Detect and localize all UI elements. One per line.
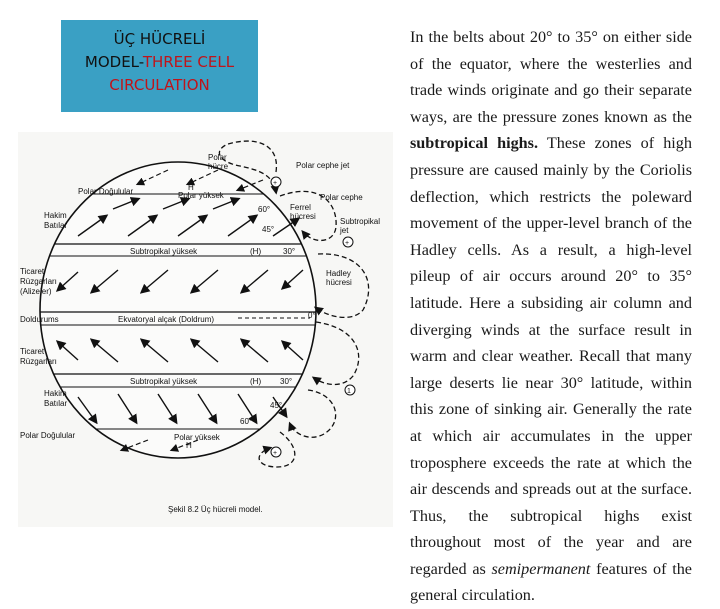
- paragraph-part-1: In the belts about 20° to 35° on either side of the equator, where the westerlies and trade winds originate and go their separate ways, are the pressure zones known as the: [410, 28, 692, 126]
- svg-text:+: +: [273, 450, 278, 457]
- label-polar-yuksek-bot: Polar yüksek: [174, 433, 220, 442]
- label-h-bot: H: [186, 441, 192, 450]
- title-line-1: ÜÇ HÜCRELİ: [113, 30, 206, 48]
- label-lat45-bot: 45°: [270, 401, 283, 410]
- label-alizeler: (Alizeler): [20, 287, 52, 296]
- label-h-paren-bot: (H): [250, 377, 262, 386]
- label-ferrel-hucresi: hücresi: [290, 212, 316, 221]
- svg-text:+: +: [345, 240, 350, 247]
- label-hadley-hucresi: hücresi: [326, 278, 352, 287]
- label-lat45-top: 45°: [262, 225, 275, 234]
- label-batilar-bot: Batılar: [44, 399, 68, 408]
- label-hadley: Hadley: [326, 269, 351, 278]
- label-subtropikal-jet: Subtropikal: [340, 217, 381, 226]
- label-polar-cephe-jet: Polar cephe jet: [296, 161, 350, 170]
- label-ruzgarlari-bot: Rüzgarları: [20, 357, 57, 366]
- globe-outline: [40, 162, 316, 458]
- three-cell-circulation-diagram: [18, 132, 393, 527]
- label-ferrel: Ferrel: [290, 203, 311, 212]
- label-polar-dogulular-top: Polar Doğulular: [78, 187, 134, 196]
- title-line-2: [61, 51, 258, 74]
- label-subtropikal-yuksek-bot: Subtropikal yüksek: [130, 377, 198, 386]
- figure-caption: Şekil 8.2 Üç hücreli model.: [168, 505, 263, 514]
- label-h-paren-top: (H): [250, 247, 262, 256]
- paragraph-part-2: These zones of high pressure are caused mainly by the Coriolis deflection, which restricts the poleward movement of the upper-level branch of the Hadley cells. As a result, a high-level pileup of air occurs around 20° to 35° latitude. Here a subsiding air column and diverging winds at the surface result in warm and clear weather. Recall that many large deserts lie near 30° latitude, within this zone of sinking air. Generally the rate at which air accumulates in the upper troposphere exceeds the rate at which the air descends and spreads out at the surface. Thus, the subtropical highs exist throughout most of the year and are regarded as: [410, 134, 692, 578]
- label-lat30-bot: 30°: [280, 377, 293, 386]
- label-hakim-top: Hakim: [44, 211, 67, 220]
- label-doldurums: Doldurums: [20, 315, 59, 324]
- label-hucre: hücre: [208, 162, 229, 171]
- label-polar-cephe: Polar cephe: [320, 193, 363, 202]
- slide-title: [61, 20, 258, 112]
- svg-text:+: +: [273, 180, 278, 187]
- label-ekvatoryal-alcak: Ekvatoryal alçak (Doldrum): [118, 315, 215, 324]
- label-h-top: H: [188, 183, 194, 192]
- label-jet: jet: [340, 226, 349, 235]
- title-three-cell-text: THREE CELL: [142, 53, 235, 71]
- ferrel-cell-south-loop: [290, 390, 336, 437]
- label-hakim-bot: Hakim: [44, 389, 67, 398]
- label-ruzgarlari-top: Rüzgarları: [20, 277, 57, 286]
- label-batilar-top: Batılar: [44, 221, 68, 230]
- label-ticaret-top: Ticaret: [20, 267, 45, 276]
- label-polar: Polar: [208, 153, 227, 162]
- globe-diagram-svg: [18, 132, 393, 527]
- term-semipermanent: semipermanent: [491, 559, 591, 578]
- label-polar-dogulular-bot: Polar Doğulular: [20, 431, 76, 440]
- label-ticaret-bot: Ticaret: [20, 347, 45, 356]
- label-polar-yuksek-top: Polar yüksek: [178, 191, 224, 200]
- hadley-cell-south-loop: [314, 322, 359, 385]
- label-lat0: 0°: [308, 311, 316, 320]
- label-subtropikal-yuksek-top: Subtropikal yüksek: [130, 247, 198, 256]
- label-lat60-top: 60°: [258, 205, 271, 214]
- label-lat60-bot: 60°: [240, 417, 253, 426]
- title-line-3: CIRCULATION: [109, 76, 210, 94]
- explanatory-paragraph: [410, 24, 692, 609]
- paragraph-part-3: features of the general circulation.: [410, 559, 692, 605]
- svg-text:1: 1: [347, 388, 351, 395]
- title-model-text: MODEL-: [84, 53, 143, 71]
- label-lat30-top: 30°: [283, 247, 296, 256]
- term-subtropical-highs: subtropical highs.: [410, 134, 539, 153]
